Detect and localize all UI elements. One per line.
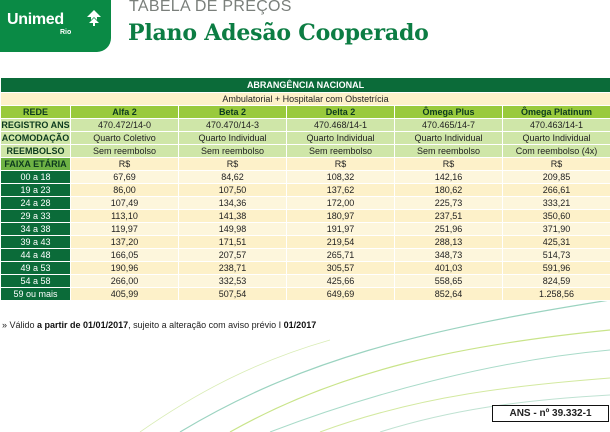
currency-label: R$ xyxy=(287,158,395,171)
price-cell: 305,57 xyxy=(287,262,395,275)
registro-value: 470.465/14-7 xyxy=(395,119,503,132)
price-cell: 852,64 xyxy=(395,288,503,301)
acomodacao-label: ACOMODAÇÃO xyxy=(1,133,70,143)
price-cell: 180,62 xyxy=(395,184,503,197)
age-range: 00 a 18 xyxy=(1,171,71,184)
price-cell: 266,00 xyxy=(71,275,179,288)
price-row xyxy=(1,262,610,275)
currency-label: R$ xyxy=(503,158,610,171)
price-cell: 649,69 xyxy=(287,288,395,301)
price-cell: 86,00 xyxy=(71,184,179,197)
plan-name: Alfa 2 xyxy=(71,106,179,119)
scope-row xyxy=(1,78,610,93)
price-cell: 225,73 xyxy=(395,197,503,210)
price-cell: 107,50 xyxy=(179,184,287,197)
price-cell: 209,85 xyxy=(503,171,610,184)
reembolso-row xyxy=(1,145,610,158)
acomodacao-row xyxy=(1,132,610,145)
price-cell: 180,97 xyxy=(287,210,395,223)
faixa-label: FAIXA ETÁRIA xyxy=(1,158,71,171)
reembolso-value: Sem reembolso xyxy=(287,145,395,158)
unimed-tree-icon xyxy=(85,9,103,27)
price-cell: 166,05 xyxy=(71,249,179,262)
age-range: 39 a 43 xyxy=(1,236,71,249)
age-range: 29 a 33 xyxy=(1,210,71,223)
price-cell: 266,61 xyxy=(503,184,610,197)
currency-label: R$ xyxy=(395,158,503,171)
currency-label: R$ xyxy=(71,158,179,171)
logo-name: Unimed xyxy=(7,11,64,28)
page-title: Plano Adesão Cooperado xyxy=(128,20,429,46)
registro-value: 470.468/14-1 xyxy=(287,119,395,132)
age-range: 49 a 53 xyxy=(1,262,71,275)
price-cell: 371,90 xyxy=(503,223,610,236)
price-cell: 219,54 xyxy=(287,236,395,249)
price-cell: 514,73 xyxy=(503,249,610,262)
price-cell: 425,31 xyxy=(503,236,610,249)
plan-name: Beta 2 xyxy=(179,106,287,119)
acomodacao-value: Quarto Individual xyxy=(287,132,395,145)
footnote-date: 01/2017 xyxy=(283,320,317,330)
footnote-prefix: » Válido xyxy=(2,320,38,330)
reembolso-value: Sem reembolso xyxy=(179,145,287,158)
price-cell: 265,71 xyxy=(287,249,395,262)
price-row xyxy=(1,223,610,236)
price-cell: 251,96 xyxy=(395,223,503,236)
price-cell: 190,96 xyxy=(71,262,179,275)
registro-value: 470.472/14-0 xyxy=(71,119,179,132)
price-cell: 134,36 xyxy=(179,197,287,210)
validity-footnote xyxy=(2,320,316,330)
registro-row xyxy=(1,119,610,132)
price-cell: 191,97 xyxy=(287,223,395,236)
price-cell: 171,51 xyxy=(179,236,287,249)
segment-label: Ambulatorial + Hospitalar com Obstetrícia xyxy=(1,93,610,106)
age-range: 19 a 23 xyxy=(1,184,71,197)
scope-header: ABRANGÊNCIA NACIONAL xyxy=(1,78,610,93)
rede-label: REDE xyxy=(1,106,71,119)
price-cell: 137,20 xyxy=(71,236,179,249)
price-row xyxy=(1,275,610,288)
price-cell: 207,57 xyxy=(179,249,287,262)
price-cell: 288,13 xyxy=(395,236,503,249)
price-cell: 84,62 xyxy=(179,171,287,184)
unimed-rio-logo xyxy=(0,0,111,52)
registro-value: 470.470/14-3 xyxy=(179,119,287,132)
faixa-header-row xyxy=(1,158,610,171)
price-cell: 172,00 xyxy=(287,197,395,210)
price-row xyxy=(1,288,610,301)
ans-registration-box: ANS - nº 39.332-1 xyxy=(492,405,609,422)
price-cell: 425,66 xyxy=(287,275,395,288)
price-row xyxy=(1,197,610,210)
footnote-middle: , sujeito a alteração com aviso prévio I xyxy=(128,320,284,330)
reembolso-value: Sem reembolso xyxy=(395,145,503,158)
price-table-wrapper xyxy=(0,77,610,301)
plan-name: Delta 2 xyxy=(287,106,395,119)
price-row xyxy=(1,171,610,184)
plan-header-row xyxy=(1,106,610,119)
price-cell: 141,38 xyxy=(179,210,287,223)
price-row xyxy=(1,236,610,249)
price-cell: 591,96 xyxy=(503,262,610,275)
price-cell: 67,69 xyxy=(71,171,179,184)
age-range: 44 a 48 xyxy=(1,249,71,262)
page-subtitle: TABELA DE PREÇOS xyxy=(129,0,292,15)
price-cell: 405,99 xyxy=(71,288,179,301)
segment-row xyxy=(1,93,610,106)
reembolso-label: REEMBOLSO xyxy=(1,145,71,158)
price-cell: 333,21 xyxy=(503,197,610,210)
reembolso-value: Com reembolso (4x) xyxy=(503,145,610,158)
acomodacao-value: Quarto Individual xyxy=(179,132,287,145)
reembolso-value: Sem reembolso xyxy=(71,145,179,158)
price-cell: 824,59 xyxy=(503,275,610,288)
price-row xyxy=(1,249,610,262)
price-cell: 119,97 xyxy=(71,223,179,236)
age-range: 24 a 28 xyxy=(1,197,71,210)
price-cell: 332,53 xyxy=(179,275,287,288)
age-range: 54 a 58 xyxy=(1,275,71,288)
price-row xyxy=(1,184,610,197)
price-cell: 107,49 xyxy=(71,197,179,210)
price-cell: 142,16 xyxy=(395,171,503,184)
price-table xyxy=(0,77,610,301)
price-cell: 558,65 xyxy=(395,275,503,288)
price-cell: 237,51 xyxy=(395,210,503,223)
price-cell: 1.258,56 xyxy=(503,288,610,301)
price-cell: 149,98 xyxy=(179,223,287,236)
currency-label: R$ xyxy=(179,158,287,171)
price-cell: 238,71 xyxy=(179,262,287,275)
price-cell: 108,32 xyxy=(287,171,395,184)
price-cell: 401,03 xyxy=(395,262,503,275)
acomodacao-value: Quarto Coletivo xyxy=(71,132,179,145)
plan-name: Ômega Platinum xyxy=(503,106,610,119)
registro-value: 470.463/14-1 xyxy=(503,119,610,132)
age-range: 34 a 38 xyxy=(1,223,71,236)
acomodacao-value: Quarto Individual xyxy=(395,132,503,145)
price-cell: 348,73 xyxy=(395,249,503,262)
footnote-valid-from: a partir de 01/01/2017 xyxy=(37,320,129,330)
acomodacao-value: Quarto Individual xyxy=(503,132,610,145)
age-range: 59 ou mais xyxy=(1,288,71,301)
logo-sub: Rio xyxy=(60,29,72,36)
price-cell: 113,10 xyxy=(71,210,179,223)
plan-name: Ômega Plus xyxy=(395,106,503,119)
price-cell: 507,54 xyxy=(179,288,287,301)
price-cell: 137,62 xyxy=(287,184,395,197)
price-row xyxy=(1,210,610,223)
registro-label: REGISTRO ANS xyxy=(1,120,70,130)
price-cell: 350,60 xyxy=(503,210,610,223)
